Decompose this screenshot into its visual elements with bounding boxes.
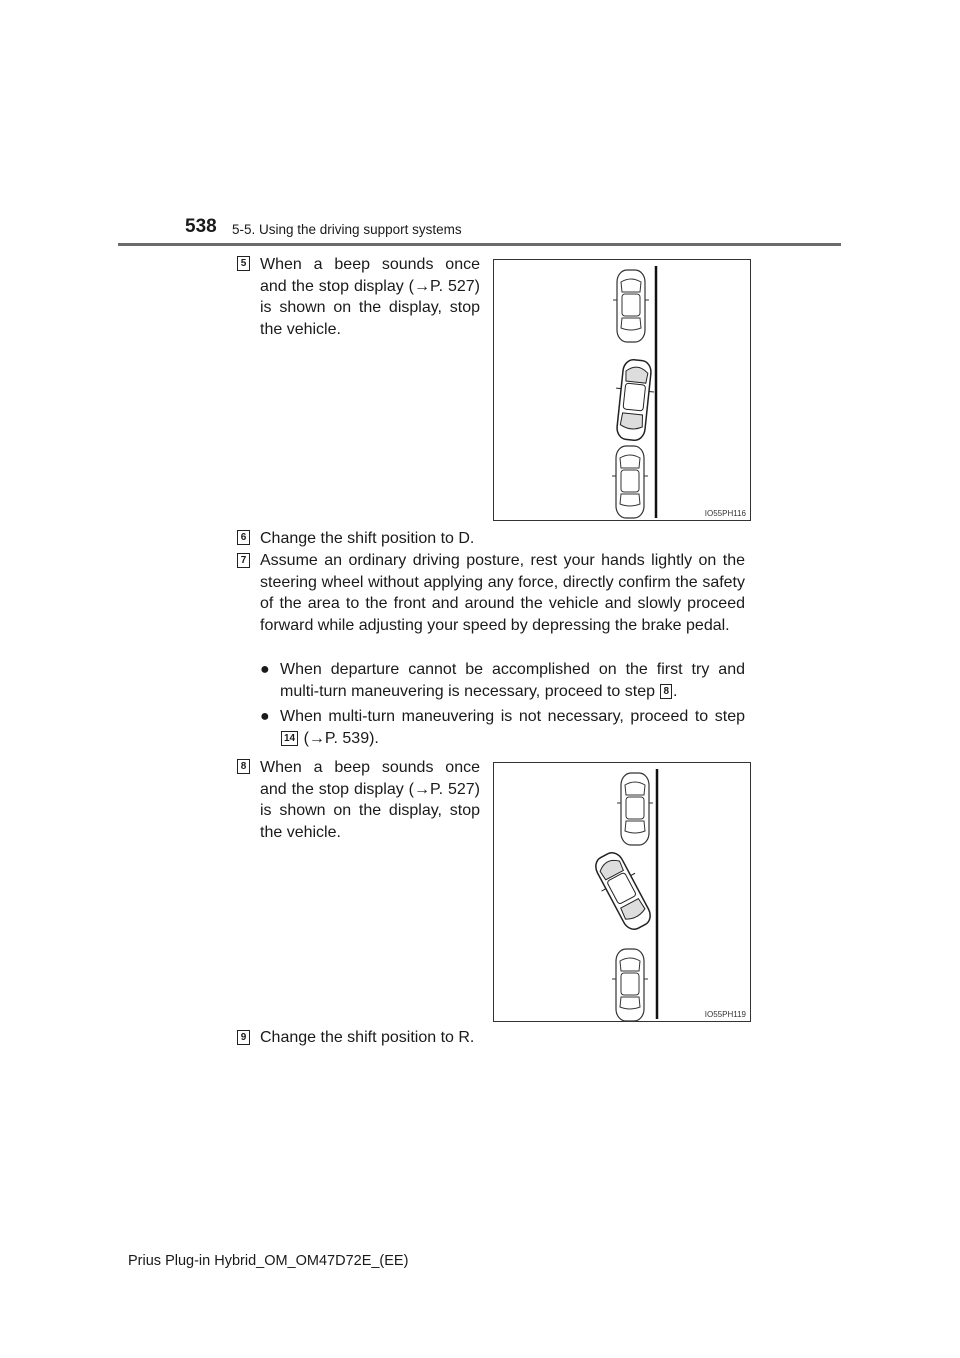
step-8-text: When a beep sounds once and the stop display (→P. 527) is shown on the display, stop the vehicle. <box>260 759 480 841</box>
bullet-dot: ● <box>260 708 270 725</box>
bullet-2-text: When multi-turn maneuvering is not necessary, proceed to step <box>280 708 745 725</box>
own-vehicle <box>611 358 657 442</box>
step-5-text: When a beep sounds once and the stop display (→P. 527) is shown on the display, stop the vehicle. <box>260 256 480 338</box>
step-7-bullet-1 <box>280 659 745 702</box>
step-number-6: 6 <box>237 530 250 545</box>
own-vehicle <box>587 847 658 935</box>
parked-car-rear <box>612 949 648 1021</box>
bullet-1-text: When departure cannot be accomplished on the first try and multi-turn maneuvering is necessary, proceed to step <box>280 661 745 700</box>
step-number-8: 8 <box>237 759 250 774</box>
bullet-1-end: . <box>673 682 678 700</box>
header-divider <box>118 243 841 246</box>
step-number-7: 7 <box>237 553 250 568</box>
step-ref-14: 14 <box>281 731 298 746</box>
bullet-2-end: (→P. 539). <box>303 729 379 747</box>
step-7-text: Assume an ordinary driving posture, rest your hands lightly on the steering wheel without applying any force, directly confirm the safety of the area to the front and around the vehicle and slowly proceed forward while adjusting your speed by depressing the brake pedal. <box>260 552 745 634</box>
figure-id: IO55PH116 <box>704 509 746 518</box>
parking-diagram-2 <box>493 762 751 1022</box>
step-9-text: Change the shift position to R. <box>260 1029 475 1046</box>
parked-car-front <box>617 773 653 845</box>
parking-diagram-1 <box>493 259 751 521</box>
section-title: 5-5. Using the driving support systems <box>232 222 462 237</box>
step-6-text: Change the shift position to D. <box>260 530 475 547</box>
parked-car-rear <box>612 446 648 518</box>
bullet-dot: ● <box>260 661 270 678</box>
step-number-5: 5 <box>237 256 250 271</box>
parked-car-front <box>613 270 649 342</box>
step-number-9: 9 <box>237 1030 250 1045</box>
page-number: 538 <box>185 216 217 237</box>
document-id: Prius Plug-in Hybrid_OM_OM47D72E_(EE) <box>128 1253 409 1269</box>
step-ref-8: 8 <box>660 684 672 699</box>
step-7-bullet-2 <box>280 706 745 749</box>
figure-id: IO55PH119 <box>704 1010 746 1019</box>
